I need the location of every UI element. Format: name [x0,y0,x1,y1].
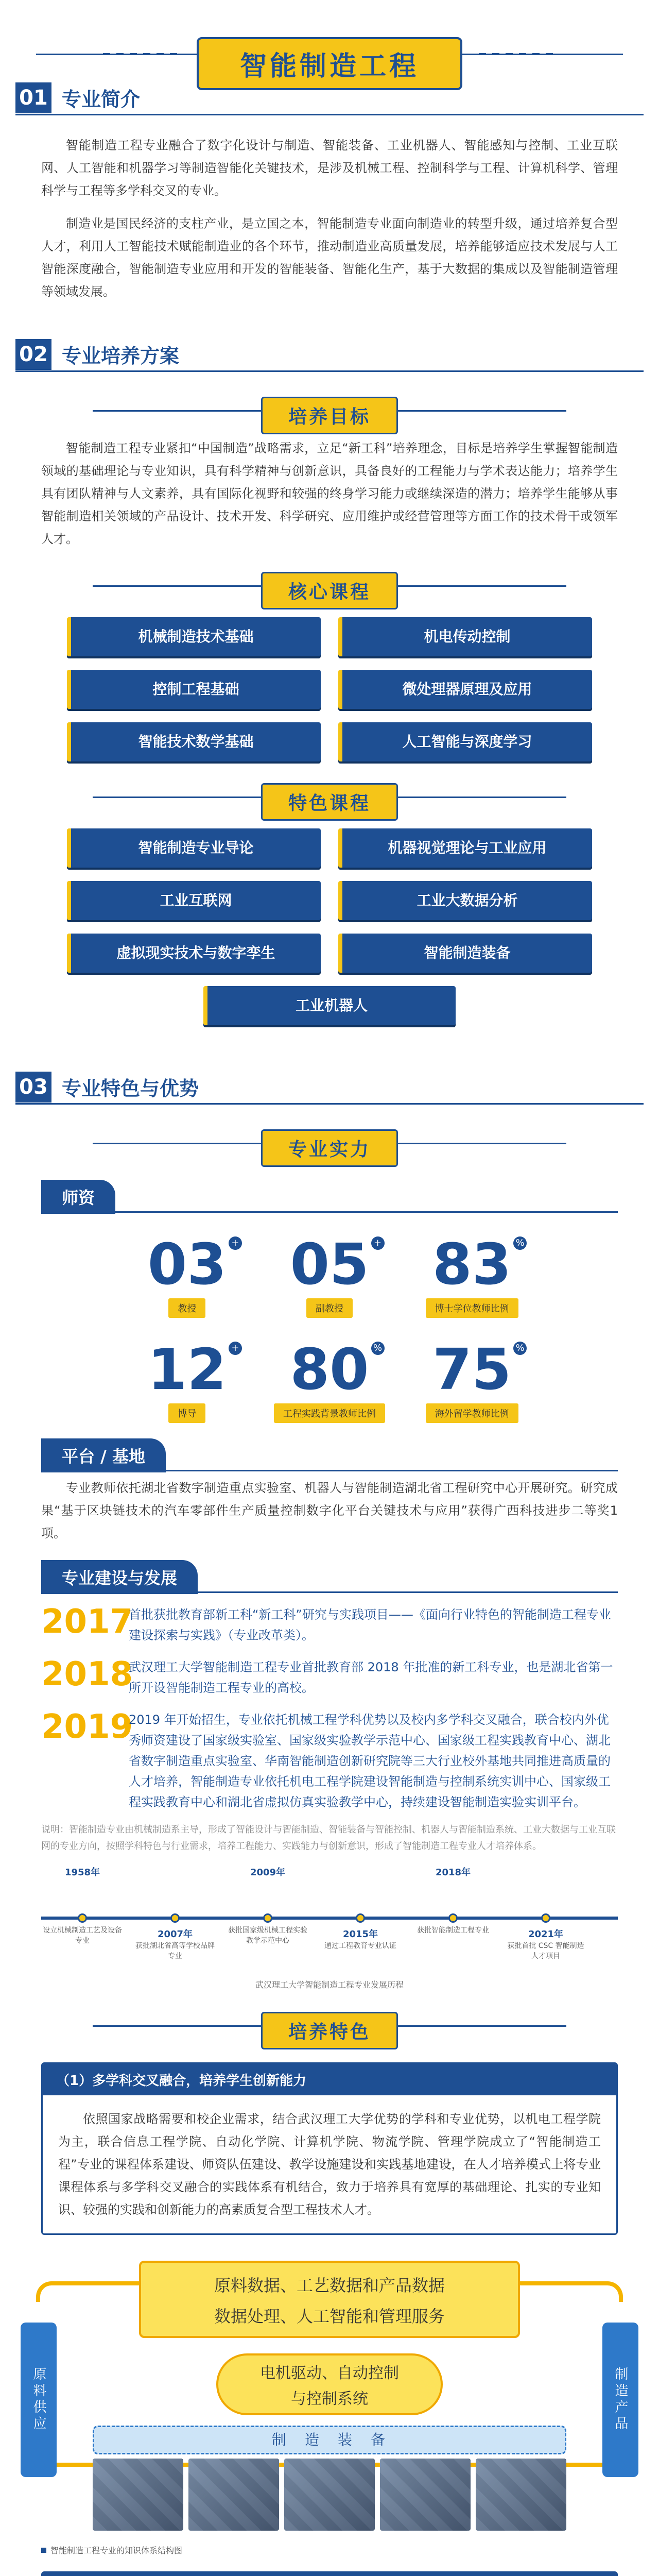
timeline-dot-icon [541,1913,550,1923]
feature-heading [0,2006,659,2047]
stat-number: 03 [147,1231,227,1297]
timeline-dot-icon [263,1913,272,1923]
timeline-node-year: 1958年 [64,1867,100,1878]
strength-heading-label: 专业实力 [261,1129,398,1167]
section-1-number: 01 [15,82,51,113]
intro-paragraph-1: 智能制造工程专业融合了数字化设计与制造、智能装备、工业机器人、智能感知与控制、工业互联网、人工智能和机器学习等制造智能化关键技术，是涉及机械工程、控制科学与工程、计算机科学、管理科学与工程等多学科交叉的专业。 [41,138,618,198]
timeline-node-text: 获批湖北省高等学校品牌专业 [135,1942,215,1960]
stat-item [266,1338,393,1423]
timeline-caption: 武汉理工大学智能制造工程专业发展历程 [255,1980,404,1990]
stat-item [408,1338,535,1423]
timeline-node-text: 设立机械制造工艺及设备专业 [43,1926,122,1945]
faculty-stats [124,1233,535,1423]
feature-card-1-title: （1）多学科交叉融合，培养学生创新能力 [43,2064,616,2095]
stat-item [124,1338,251,1423]
timeline-node [41,1865,124,1945]
timeline-node-text: 获批智能制造工程专业 [417,1926,489,1935]
goal-paragraph: 智能制造工程专业紧扣“中国制造”战略需求，立足“新工科”培养理念，目标是培养学生掌握智能制造领域的基础理论与专业知识，具有科学精神与创新意识，具备良好的工程能力与学术表达能力；培养学生具有团队精神与人文素养，具有国际化视野和较强的终身学习能力或继续深造的潜力；培养学生能够从事智能制造相关领域的产品设计、技术开发、科学研究、应用维护或经营管理等方面工作的技术骨干或领军人才。 [41,441,618,546]
feature-card-2 [41,2571,618,2576]
core-course-grid [67,617,592,761]
development-timeline [41,1865,618,1968]
platform-tag-row [0,1438,659,1471]
stat-label: 工程实践背景教师比例 [274,1403,385,1423]
history-year: 2017 [41,1603,133,1641]
stat-item [408,1233,535,1318]
goal-heading [0,391,659,432]
section-2-divider [15,370,644,372]
timeline-node-year: 2015年 [342,1929,378,1940]
timeline-node-year: 2007年 [157,1929,193,1940]
core-course: 机电传动控制 [338,617,592,656]
timeline-node-year: 2021年 [528,1929,564,1940]
timeline-node [227,1865,309,1945]
stat-number: 05 [290,1231,369,1297]
core-courses-heading [0,566,659,607]
diagram-caption-text: 智能制造工程专业的知识体系结构图 [50,2546,183,2555]
stat-item [124,1233,251,1318]
timeline-node [412,1865,494,1935]
knowledge-structure-diagram [0,2250,659,2539]
history-entry [41,1602,618,1646]
special-heading-label: 特色课程 [261,783,398,821]
feature-card-2-title [43,2573,616,2576]
stat-badge-icon: + [371,1236,385,1250]
goal-heading-label: 培养目标 [261,397,398,434]
section-1-title: 专业简介 [62,88,141,111]
raw-material-box: 原料供应 [21,2323,57,2477]
timeline-node-text: 获批首批 CSC 智能制造人才项目 [507,1942,584,1960]
caption-square-icon [41,2548,46,2553]
feature-heading-label: 培养特色 [261,2012,398,2049]
stat-number: 12 [147,1336,227,1402]
special-course: 工业大数据分析 [338,881,592,920]
core-course: 控制工程基础 [67,670,321,709]
special-course-last: 工业机器人 [203,986,456,1025]
equipment-photo [380,2459,471,2531]
feature-card-1 [41,2062,618,2235]
timeline-dot-icon [448,1913,458,1923]
timeline-node [505,1865,587,1961]
history-text: 2019 年开始招生，专业依托机械工程学科优势以及校内多学科交叉融合，联合校内外优秀师资建设了国家级实验室、国家级实验教学示范中心、国家级工程实践教育中心、湖北省数字制造重点实验室、华南智能制造创新研究院等三大行业校外基地共同推进高质量的人才培养，智能制造专业依托机电工程学院建设智能制造与控制系统实训中心、国家级工程实践教育中心和湖北省虚拟仿真实验教学中心，持续建设智能制造实验实训平台。 [129,1713,611,1809]
equipment-photo [476,2459,566,2531]
page-title-text: 智能制造工程 [239,51,420,82]
intro-paragraph-2: 制造业是国民经济的支柱产业，是立国之本，智能制造专业面向制造业的转型升级，通过培养复合型人才，利用人工智能技术赋能制造业的各个环节，推动制造业高质量发展，培养能够适应技术发展与人工智能深度融合，智能制造专业应用和开发的智能装备、智能化生产，基于大数据的集成以及智能制造管理等领域发展。 [41,216,618,299]
timeline-node-year: 2009年 [250,1867,286,1878]
stat-badge-icon: % [513,1236,527,1250]
history-text: 武汉理工大学智能制造工程专业首批教育部 2018 年批准的新工科专业，也是湖北省第一所开设智能制造工程专业的高校。 [129,1660,613,1695]
title-bar [0,0,659,82]
section-3-title: 专业特色与优势 [62,1077,199,1100]
history-tag-line [41,1591,618,1593]
timeline-node [134,1865,216,1961]
core-course: 机械制造技术基础 [67,617,321,656]
history-tag: 专业建设与发展 [41,1560,198,1594]
section-1-header [15,77,644,118]
core-heading-label: 核心课程 [261,572,398,609]
section-1-divider [15,114,644,115]
history-year: 2019 [41,1708,133,1746]
stat-label: 海外留学教师比例 [426,1403,518,1423]
platform-tag: 平台 / 基地 [41,1438,166,1472]
stat-label: 教授 [168,1298,205,1318]
control-layer-box: 电机驱动、自动控制 与控制系统 [216,2353,443,2415]
history-entry [41,1707,618,1812]
history-entry [41,1655,618,1698]
section-2-title: 专业培养方案 [62,345,180,367]
faculty-tag-row [0,1180,659,1213]
section-3-divider [15,1103,644,1105]
special-course: 工业互联网 [67,881,321,920]
timeline-node-text: 获批国家级机械工程实验教学示范中心 [228,1926,307,1945]
special-course: 智能制造专业导论 [67,828,321,868]
diagram-caption [41,2544,659,2556]
stat-item [266,1233,393,1318]
stat-number: 80 [290,1336,369,1402]
core-course: 智能技术数学基础 [67,722,321,761]
special-course-grid [67,828,592,973]
stat-number: 75 [432,1336,512,1402]
timeline-dot-icon [78,1913,87,1923]
history-note: 说明：智能制造专业由机械制造系主导，形成了智能设计与智能制造、智能装备与智能控制、机器人与智能制造系统、工业大数据与工业互联网的专业方向，按照学科特色与行业需求，培养工程能力、实践能力与创新意识，形成了智能制造工程专业人才培养体系。 [41,1824,616,1852]
special-course: 机器视觉理论与工业应用 [338,828,592,868]
product-box: 制造产品 [602,2323,638,2477]
faculty-tag-line [41,1211,618,1213]
stat-label: 博士学位教师比例 [426,1298,518,1318]
equipment-photo [93,2459,183,2531]
platform-paragraph: 专业教师依托湖北省数字制造重点实验室、机器人与智能制造湖北省工程研究中心开展研究。研究成果“基于区块链技术的汽车零部件生产质量控制数字化平台关键技术与应用”获得广西科技进步二等奖1项。 [41,1481,618,1540]
strength-heading [0,1123,659,1164]
history-year: 2018 [41,1655,133,1693]
section-3-header [15,1066,644,1108]
stat-badge-icon: % [513,1342,527,1355]
faculty-tag: 师资 [41,1180,115,1214]
title-dash-right [479,53,556,55]
special-course: 智能制造装备 [338,934,592,973]
section-2-header [15,334,644,375]
platform-tag-line [41,1470,618,1471]
stat-badge-icon: + [229,1236,242,1250]
timeline-node-year: 2018年 [435,1867,471,1878]
stat-badge-icon: + [229,1342,242,1355]
core-course: 人工智能与深度学习 [338,722,592,761]
equipment-photos [93,2459,566,2531]
timeline-node [319,1865,402,1951]
stat-label: 博导 [168,1403,205,1423]
timeline-node-text: 通过工程教育专业认证 [324,1942,396,1950]
data-layer-box: 原料数据、工艺数据和产品数据 数据处理、人工智能和管理服务 [139,2261,520,2338]
timeline-dot-icon [356,1913,365,1923]
stat-number: 83 [432,1231,512,1297]
special-course: 虚拟现实技术与数字孪生 [67,934,321,973]
stat-badge-icon: % [371,1342,385,1355]
stat-label: 副教授 [306,1298,353,1318]
history-text: 首批获批教育部新工科“新工科”研究与实践项目——《面向行业特色的智能制造工程专业建设探索与实践》（专业改革类）。 [129,1607,611,1642]
special-courses-heading [0,777,659,818]
equipment-label: 制 造 装 备 [93,2426,566,2454]
history-tag-row [0,1560,659,1593]
section-2-number: 02 [15,339,51,370]
equipment-photo [284,2459,375,2531]
section-3-number: 03 [15,1072,51,1103]
timeline-dot-icon [170,1913,180,1923]
title-dash-left [103,53,180,55]
core-course: 微处理器原理及应用 [338,670,592,709]
equipment-photo [188,2459,279,2531]
feature-card-1-text: 依照国家战略需要和校企业需求，结合武汉理工大学优势的学科和专业优势，以机电工程学院为主，联合信息工程学院、自动化学院、计算机学院、物流学院、管理学院成立了“智能制造工程”专业的课程体系建设、师资队伍建设、教学设施建设和实践基地建设，在人才培养模式上将专业课程体系与多学科交叉融合的实践体系有机结合，致力于培养具有宽厚的基础理论、扎实的专业知识、较强的实践和创新能力的高素质复合型工程技术人才。 [58,2112,601,2217]
